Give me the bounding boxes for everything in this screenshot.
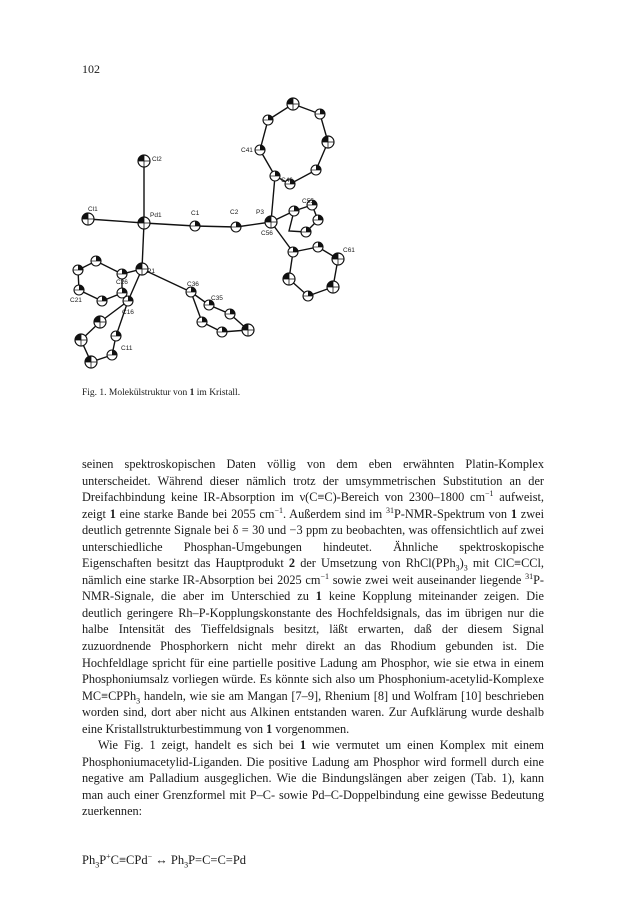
text-run: seinen spektroskopischen Daten völlig von dem eben erwähnten Platin-Komplex unterscheidet. Während dieser nämlich trotz der umsymmetrischen Substitution an der Dreifachbindung keine IR-Absorption im ν(C≡C)-Bereich von 2300–1800 cm	[82, 457, 544, 505]
text-run: handeln, wie sie am Mangan [7–9], Rhenium [8] und Wolfram [10] beschrieben worden sind, dort aber nicht aus Alkinen entstanden waren. Zur Aufklärung wurde deshalb eine Kristallstrukturbestimmung von	[82, 688, 544, 736]
compound-number: 2	[288, 556, 296, 571]
page-number: 102	[82, 62, 100, 76]
label-c16: C16	[122, 309, 134, 316]
superscript: +	[106, 851, 111, 861]
compound-number: 1	[266, 721, 273, 736]
text-run: wie vermutet um einen Komplex mit einem Phosphoniumacetylid-Liganden. Die positive Ladung am Phosphor wird formell durch eine negative am Palladium ausgeglichen. Wie die Bindungslängen aber zeigen (Tab. 1), kann man auch einer Grenzformel mit P–C- sowie Pd–C-Doppelbindung eine gewisse Bedeutung zuerkennen:	[82, 738, 544, 819]
label-p3: P3	[256, 209, 264, 216]
superscript: −1	[485, 489, 494, 498]
subscript: 3	[136, 696, 141, 706]
text-run: . Außerdem sind im	[283, 506, 386, 521]
formula-part: Ph	[82, 853, 96, 867]
text-run: der Umsetzung von RhCl(PPh	[295, 556, 456, 571]
text-run: aufweist, zeigt	[82, 490, 544, 521]
label-c46: C46	[281, 177, 293, 184]
caption-compound-number: 1	[189, 388, 195, 398]
label-cl1: Cl1	[88, 206, 98, 213]
formula-part: C≡CPd	[110, 853, 148, 867]
figure-caption	[82, 388, 240, 398]
label-c21: C21	[70, 297, 82, 304]
text-run: zwei deutlich getrennte Signale bei δ = 30 und −3 ppm zu beobachten, was offensichtlich auf zwei unterschiedliche Phosphan-Umgebungen hindeutet. Ähnliche spektroskopische Eigenschaften besitzt das Hauptprodukt	[82, 506, 544, 571]
resonance-formula	[82, 853, 246, 868]
subscript: 3	[455, 563, 460, 573]
molecular-structure-figure	[60, 82, 480, 382]
formula-part: Ph	[170, 853, 185, 867]
text-run: )	[459, 556, 464, 571]
label-p1: P1	[147, 268, 155, 275]
ortep-diagram	[60, 82, 480, 382]
label-c1: C1	[191, 210, 200, 217]
text-run: keine Kopplung miteinander zeigen. Die deutlich geringere Rh–P-Kopplungskonstante des Hochfeldsignals, das im übrigen nur die halbe Intensität des Tieffeldsignals besitzt, läßt erwarten, daß der diesem Signal zuzuordnende Phosphorkern nicht mehr direkt an das Rhodium gebunden ist. Die Hochfeldlage spricht für eine partielle positive Ladung am Phosphor, wie sie etwa in einem Phosphoniumsalz vorliegen würde. Es könnte sich also um Phosphonium-acetylid-Komplexe MC≡CPPh	[82, 589, 544, 703]
resonance-arrow: ↔	[152, 853, 171, 867]
label-c26: C26	[116, 279, 128, 286]
paragraph-2	[82, 737, 544, 820]
body-text	[82, 456, 544, 820]
compound-number: 1	[299, 738, 306, 753]
compound-number: 1	[510, 506, 517, 521]
text-run: eine starke Bande bei 2055 cm	[115, 506, 275, 521]
label-c55: C55	[302, 198, 314, 205]
bond-lines	[78, 104, 338, 362]
superscript: −1	[320, 571, 329, 581]
subscript: 3	[95, 860, 100, 870]
superscript: −	[147, 851, 153, 861]
label-c61: C61	[343, 247, 355, 254]
label-c56: C56	[261, 230, 273, 237]
text-run: vorgenommen.	[272, 721, 350, 736]
label-c35: C35	[211, 295, 223, 302]
label-c36: C36	[187, 281, 199, 288]
text-run: P-NMR-Spektrum von	[393, 506, 511, 521]
subscript: 3	[184, 860, 189, 870]
label-cl2: Cl2	[152, 156, 162, 163]
superscript: 31	[525, 571, 534, 581]
atoms	[73, 98, 344, 368]
label-c2: C2	[230, 209, 239, 216]
label-c11: C11	[121, 345, 133, 352]
superscript: −1	[274, 505, 283, 515]
subscript: 3	[463, 563, 468, 573]
caption-text-end: im Kristall.	[194, 388, 241, 398]
superscript: 31	[385, 505, 394, 515]
formula-part: P	[99, 853, 107, 867]
formula-part: P=C=C=Pd	[188, 853, 247, 867]
text-run: Wie Fig. 1 zeigt, handelt es sich bei	[98, 738, 300, 753]
text-run: mit ClC≡CCl, nämlich eine starke IR-Absorption bei 2025 cm	[82, 556, 545, 587]
paragraph-1	[82, 456, 544, 737]
compound-number: 1	[109, 506, 116, 521]
text-run: sowie zwei weit auseinander liegende	[328, 572, 526, 587]
label-c41: C41	[241, 147, 253, 154]
caption-text: Fig. 1. Molekülstruktur von	[82, 388, 190, 398]
label-pd1: Pd1	[150, 212, 162, 219]
atom-labels	[70, 147, 355, 352]
compound-number: 1	[315, 589, 322, 604]
text-run: P-NMR-Signale, die aber im Unterschied zu	[82, 572, 544, 604]
